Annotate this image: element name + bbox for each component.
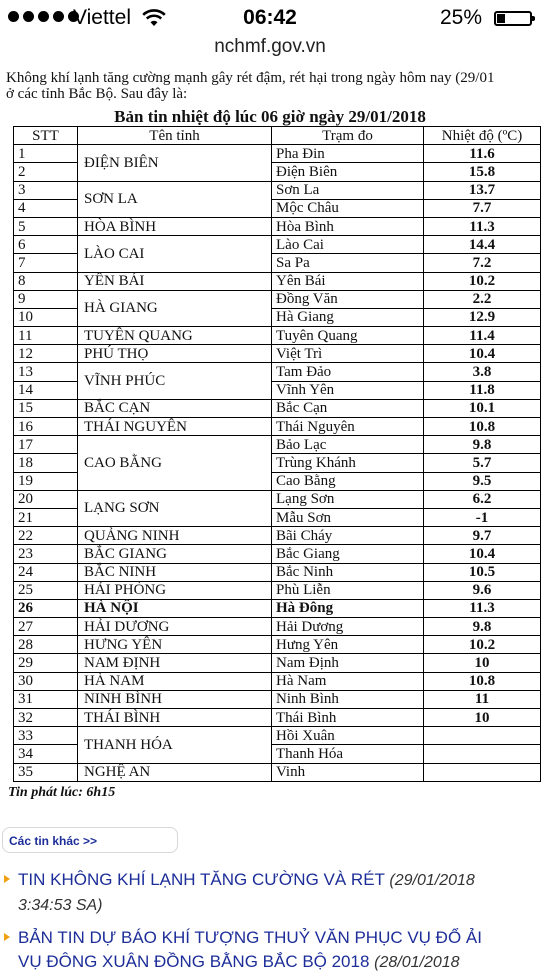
stt-cell: 30 <box>14 672 78 690</box>
stt-cell: 13 <box>14 363 78 381</box>
station-cell: Vĩnh Yên <box>272 381 424 399</box>
stt-cell: 29 <box>14 654 78 672</box>
header-province: Tên tỉnh <box>78 127 272 145</box>
station-cell: Hòa Bình <box>272 217 424 235</box>
news-time: 3:34:53 SA) <box>18 897 103 914</box>
station-cell: Sơn La <box>272 181 424 199</box>
station-cell: Cao Bằng <box>272 472 424 490</box>
clock: 06:42 <box>243 6 297 29</box>
other-news-button[interactable]: Các tin khác >> <box>2 827 178 853</box>
station-cell: Bãi Cháy <box>272 527 424 545</box>
table-row <box>14 418 541 436</box>
temperature-cell: 11.3 <box>424 599 541 617</box>
stt-cell: 5 <box>14 217 78 235</box>
temperature-cell: 7.7 <box>424 199 541 217</box>
province-cell: HÀ NAM <box>78 672 272 690</box>
stt-cell: 16 <box>14 418 78 436</box>
temperature-cell: 2.2 <box>424 290 541 308</box>
table-row <box>14 145 541 163</box>
bullet-arrow-icon <box>4 933 10 941</box>
province-cell: YÊN BÁI <box>78 272 272 290</box>
stt-cell: 14 <box>14 381 78 399</box>
bullet-arrow-icon <box>4 875 10 883</box>
battery-icon <box>494 11 532 26</box>
stt-cell: 35 <box>14 763 78 781</box>
table-row <box>14 327 541 345</box>
province-cell: HẢI DƯƠNG <box>78 618 272 636</box>
news-item[interactable] <box>0 868 540 916</box>
stt-cell: 34 <box>14 745 78 763</box>
temperature-cell: 5.7 <box>424 454 541 472</box>
province-cell: PHÚ THỌ <box>78 345 272 363</box>
province-cell: THÁI NGUYÊN <box>78 418 272 436</box>
table-row <box>14 490 541 508</box>
table-row <box>14 236 541 254</box>
province-cell: HÀ GIANG <box>78 290 272 326</box>
header-temperature: Nhiệt độ (ºC) <box>424 127 541 145</box>
station-cell: Pha Đin <box>272 145 424 163</box>
station-cell: Phù Liễn <box>272 581 424 599</box>
province-cell: NGHỆ AN <box>78 763 272 781</box>
status-bar <box>0 0 540 36</box>
stt-cell: 18 <box>14 454 78 472</box>
station-cell: Trùng Khánh <box>272 454 424 472</box>
temperature-cell: 10 <box>424 654 541 672</box>
temperature-table <box>13 126 541 782</box>
province-cell: HÒA BÌNH <box>78 217 272 235</box>
station-cell: Mẫu Sơn <box>272 508 424 526</box>
table-row <box>14 527 541 545</box>
temperature-cell: 10.5 <box>424 563 541 581</box>
stt-cell: 4 <box>14 199 78 217</box>
temperature-cell: 11.6 <box>424 145 541 163</box>
table-row <box>14 672 541 690</box>
province-cell: THANH HÓA <box>78 727 272 763</box>
header-stt: STT <box>14 127 78 145</box>
station-cell: Mộc Châu <box>272 199 424 217</box>
station-cell: Sa Pa <box>272 254 424 272</box>
province-cell: QUẢNG NINH <box>78 527 272 545</box>
station-cell: Ninh Bình <box>272 690 424 708</box>
issued-time: Tin phát lúc: 6h15 <box>8 785 116 800</box>
station-cell: Lào Cai <box>272 236 424 254</box>
temperature-cell: 11.4 <box>424 327 541 345</box>
stt-cell: 32 <box>14 709 78 727</box>
carrier-name: Viettel <box>73 6 131 29</box>
station-cell: Thái Bình <box>272 709 424 727</box>
stt-cell: 22 <box>14 527 78 545</box>
station-cell: Bảo Lạc <box>272 436 424 454</box>
station-cell: Đồng Văn <box>272 290 424 308</box>
station-cell: Yên Bái <box>272 272 424 290</box>
intro-line-2: ở các tỉnh Bắc Bộ. Sau đây là: <box>6 86 188 102</box>
temperature-cell: 10 <box>424 709 541 727</box>
url-bar[interactable] <box>0 36 540 60</box>
temperature-cell: 11 <box>424 690 541 708</box>
news-link[interactable]: BẢN TIN DỰ BÁO KHÍ TƯỢNG THUỶ VĂN PHỤC VỤ ĐỔ ẢI <box>18 928 482 947</box>
province-cell: HÀ NỘI <box>78 599 272 617</box>
table-row <box>14 581 541 599</box>
stt-cell: 20 <box>14 490 78 508</box>
temperature-cell: 9.8 <box>424 618 541 636</box>
stt-cell: 2 <box>14 163 78 181</box>
station-cell: Điện Biên <box>272 163 424 181</box>
province-cell: HƯNG YÊN <box>78 636 272 654</box>
table-row <box>14 181 541 199</box>
stt-cell: 33 <box>14 727 78 745</box>
table-row <box>14 709 541 727</box>
news-link-line-2[interactable]: VỤ ĐÔNG XUÂN ĐỒNG BẰNG BẮC BỘ 2018 <box>18 952 370 971</box>
temperature-cell: 6.2 <box>424 490 541 508</box>
table-row <box>14 727 541 745</box>
station-cell: Lạng Sơn <box>272 490 424 508</box>
table-row <box>14 363 541 381</box>
table-row <box>14 599 541 617</box>
table-row <box>14 563 541 581</box>
station-cell: Hà Nam <box>272 672 424 690</box>
province-cell: THÁI BÌNH <box>78 709 272 727</box>
stt-cell: 17 <box>14 436 78 454</box>
stt-cell: 26 <box>14 599 78 617</box>
station-cell: Thái Nguyên <box>272 418 424 436</box>
temperature-cell <box>424 763 541 781</box>
temperature-cell: -1 <box>424 508 541 526</box>
stt-cell: 11 <box>14 327 78 345</box>
battery-percentage: 25% <box>439 6 482 29</box>
province-cell: VĨNH PHÚC <box>78 363 272 399</box>
stt-cell: 7 <box>14 254 78 272</box>
stt-cell: 23 <box>14 545 78 563</box>
temperature-cell: 3.8 <box>424 363 541 381</box>
station-cell: Hưng Yên <box>272 636 424 654</box>
stt-cell: 15 <box>14 399 78 417</box>
temperature-cell: 10.2 <box>424 636 541 654</box>
station-cell: Việt Trì <box>272 345 424 363</box>
stt-cell: 1 <box>14 145 78 163</box>
province-cell: CAO BẰNG <box>78 436 272 491</box>
station-cell: Hà Giang <box>272 308 424 326</box>
stt-cell: 3 <box>14 181 78 199</box>
stt-cell: 31 <box>14 690 78 708</box>
table-row <box>14 618 541 636</box>
table-row <box>14 690 541 708</box>
temperature-cell: 10.4 <box>424 545 541 563</box>
table-row <box>14 763 541 781</box>
province-cell: NINH BÌNH <box>78 690 272 708</box>
station-cell: Hải Dương <box>272 618 424 636</box>
url-text[interactable]: nchmf.gov.vn <box>214 36 326 57</box>
province-cell: NAM ĐỊNH <box>78 654 272 672</box>
station-cell: Hồi Xuân <box>272 727 424 745</box>
temperature-cell: 7.2 <box>424 254 541 272</box>
temperature-cell: 10.1 <box>424 399 541 417</box>
temperature-cell: 13.7 <box>424 181 541 199</box>
province-cell: SƠN LA <box>78 181 272 217</box>
stt-cell: 27 <box>14 618 78 636</box>
station-cell: Nam Định <box>272 654 424 672</box>
table-title: Bản tin nhiệt độ lúc 06 giờ ngày 29/01/2018 <box>114 107 426 126</box>
temperature-cell <box>424 745 541 763</box>
news-item[interactable] <box>0 926 540 971</box>
stt-cell: 24 <box>14 563 78 581</box>
temperature-cell: 15.8 <box>424 163 541 181</box>
temperature-cell: 10.8 <box>424 672 541 690</box>
station-cell: Hà Đông <box>272 599 424 617</box>
temperature-cell: 12.9 <box>424 308 541 326</box>
stt-cell: 10 <box>14 308 78 326</box>
temperature-cell: 10.2 <box>424 272 541 290</box>
table-row <box>14 654 541 672</box>
header-station: Trạm đo <box>272 127 424 145</box>
station-cell: Bắc Ninh <box>272 563 424 581</box>
temperature-cell: 11.8 <box>424 381 541 399</box>
stt-cell: 28 <box>14 636 78 654</box>
table-row <box>14 217 541 235</box>
stt-cell: 8 <box>14 272 78 290</box>
stt-cell: 9 <box>14 290 78 308</box>
temperature-cell: 14.4 <box>424 236 541 254</box>
station-cell: Tam Đảo <box>272 363 424 381</box>
temperature-cell: 9.8 <box>424 436 541 454</box>
stt-cell: 25 <box>14 581 78 599</box>
station-cell: Bắc Giang <box>272 545 424 563</box>
province-cell: TUYÊN QUANG <box>78 327 272 345</box>
table-row <box>14 345 541 363</box>
table-body <box>14 145 541 782</box>
news-date: (29/01/2018 <box>389 872 475 889</box>
intro-line-1: Không khí lạnh tăng cường mạnh gây rét đậm, rét hại trong ngày hôm nay (29/01 <box>6 70 495 86</box>
province-cell: LÀO CAI <box>78 236 272 272</box>
temperature-cell: 9.5 <box>424 472 541 490</box>
province-cell: ĐIỆN BIÊN <box>78 145 272 181</box>
table-row <box>14 545 541 563</box>
station-cell: Tuyên Quang <box>272 327 424 345</box>
table-header-row <box>14 127 541 145</box>
temperature-cell <box>424 727 541 745</box>
temperature-cell: 10.8 <box>424 418 541 436</box>
table-row <box>14 290 541 308</box>
province-cell: LẠNG SƠN <box>78 490 272 526</box>
news-link[interactable]: TIN KHÔNG KHÍ LẠNH TĂNG CƯỜNG VÀ RÉT <box>18 870 385 889</box>
station-cell: Bắc Cạn <box>272 399 424 417</box>
station-cell: Vinh <box>272 763 424 781</box>
province-cell: BẮC GIANG <box>78 545 272 563</box>
temperature-cell: 9.6 <box>424 581 541 599</box>
stt-cell: 6 <box>14 236 78 254</box>
province-cell: HẢI PHÒNG <box>78 581 272 599</box>
stt-cell: 12 <box>14 345 78 363</box>
intro-text <box>6 70 540 102</box>
province-cell: BẮC CẠN <box>78 399 272 417</box>
table-row <box>14 436 541 454</box>
temperature-cell: 10.4 <box>424 345 541 363</box>
temperature-cell: 9.7 <box>424 527 541 545</box>
temperature-cell: 11.3 <box>424 217 541 235</box>
news-date: (28/01/2018 <box>374 954 460 971</box>
table-row <box>14 272 541 290</box>
stt-cell: 19 <box>14 472 78 490</box>
province-cell: BẮC NINH <box>78 563 272 581</box>
stt-cell: 21 <box>14 508 78 526</box>
table-row <box>14 636 541 654</box>
station-cell: Thanh Hóa <box>272 745 424 763</box>
table-row <box>14 399 541 417</box>
